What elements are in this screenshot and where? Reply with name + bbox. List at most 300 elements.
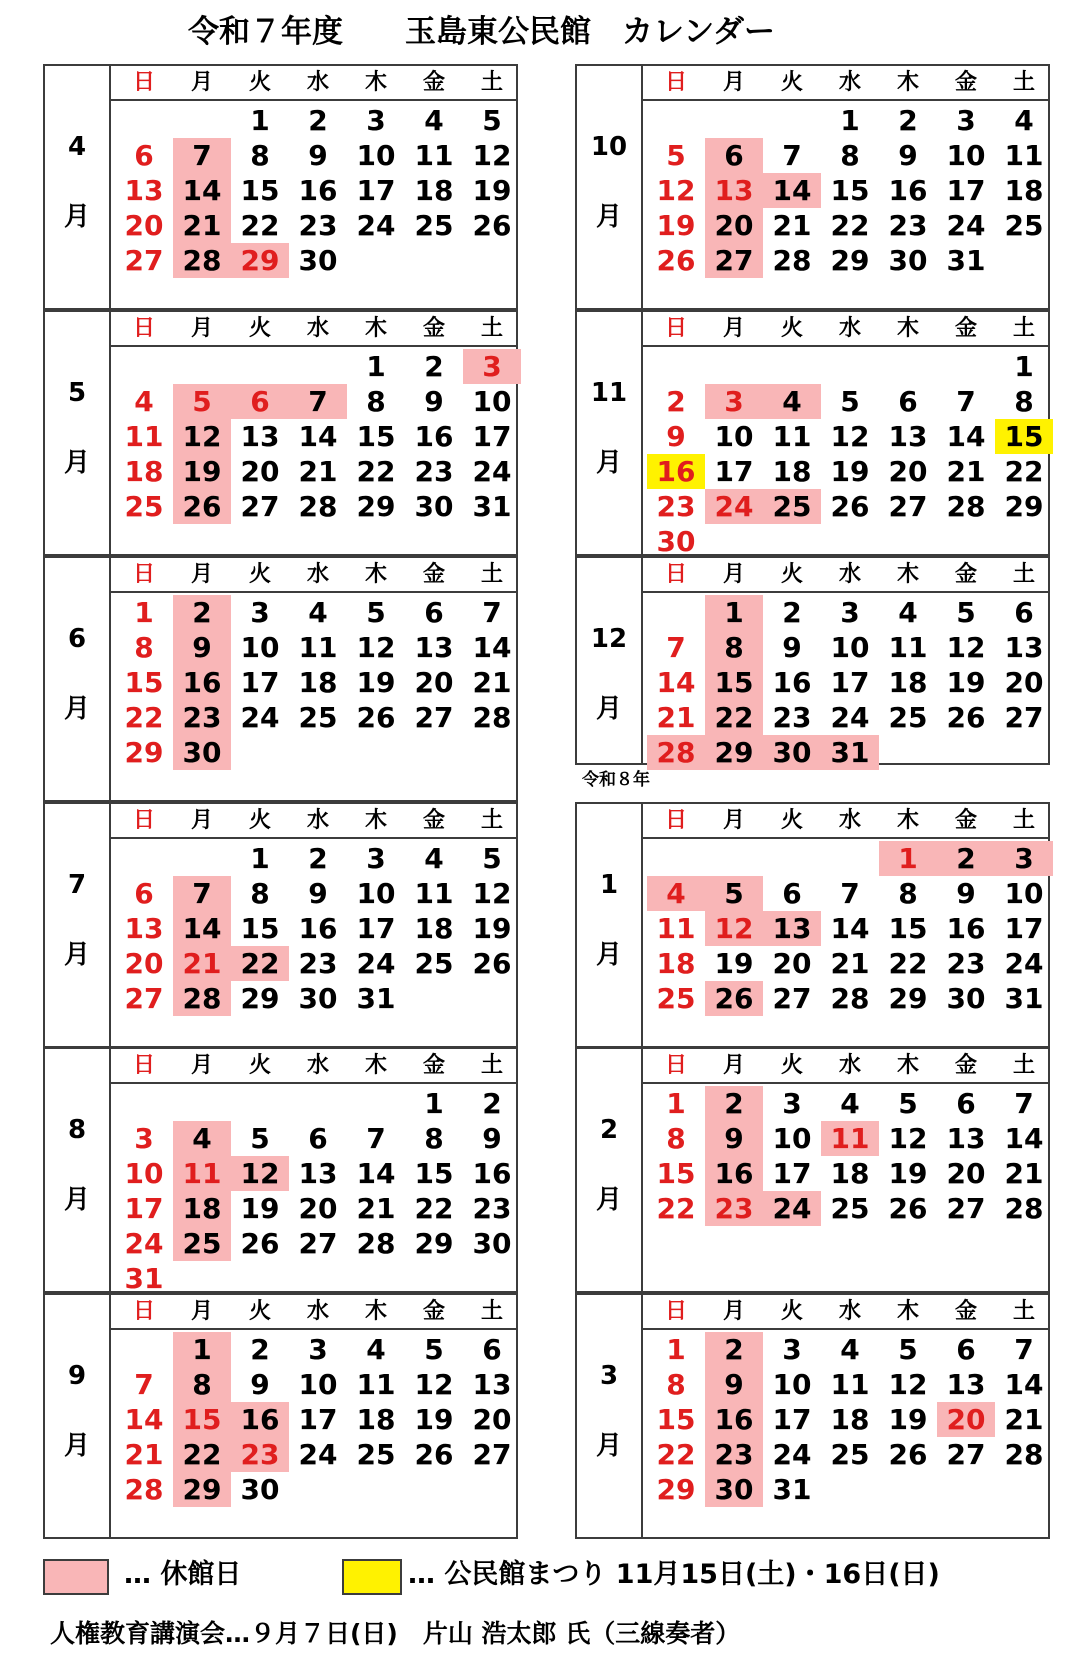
day-cell: 26 (888, 1192, 928, 1225)
day-cell: 7 (956, 385, 976, 418)
day-cell: 26 (946, 701, 986, 734)
day-cell: 23 (772, 701, 812, 734)
day-cell: 24 (356, 947, 396, 980)
day-cell: 21 (356, 1192, 396, 1225)
day-cell: 13 (298, 1157, 338, 1190)
day-cell: 22 (124, 701, 164, 734)
day-cell: 7 (782, 139, 802, 172)
day-cell: 9 (308, 877, 328, 910)
day-cell: 1 (173, 1332, 231, 1367)
day-cell: 20 (946, 1157, 986, 1190)
day-cell: 15 (888, 912, 928, 945)
day-cell: 26 (472, 209, 512, 242)
day-cell: 11 (830, 1368, 870, 1401)
day-cell: 17 (1004, 912, 1044, 945)
day-cell: 20 (240, 455, 280, 488)
day-cell: 14 (298, 420, 338, 453)
day-cell: 20 (888, 455, 928, 488)
day-cell: 5 (956, 596, 976, 629)
day-cell: 26 (240, 1227, 280, 1260)
weekday-header (111, 1049, 516, 1084)
day-cell: 31 (356, 982, 396, 1015)
day-cell: 22 (1004, 455, 1044, 488)
weekday-label: 金 (422, 316, 445, 341)
month-kanji: 月 (595, 694, 622, 724)
closed-legend-label: … 休館日 (124, 1559, 242, 1590)
day-cell: 21 (656, 701, 696, 734)
day-cell: 5 (173, 384, 231, 419)
day-cell: 6 (134, 139, 154, 172)
weekday-header (643, 312, 1048, 347)
day-grid (643, 558, 1048, 769)
day-cell: 8 (424, 1122, 444, 1155)
day-cell: 30 (946, 982, 986, 1015)
weekday-label: 水 (838, 1053, 861, 1078)
day-grid (111, 66, 516, 308)
day-cell: 7 (1014, 1333, 1034, 1366)
day-cell: 1 (666, 1333, 686, 1366)
day-cell: 27 (472, 1438, 512, 1471)
weekday-label: 金 (422, 808, 445, 833)
day-cell: 4 (173, 1121, 231, 1156)
weekday-label: 日 (664, 316, 687, 341)
day-cell: 31 (821, 735, 879, 770)
day-cell: 31 (946, 244, 986, 277)
day-cell: 14 (173, 911, 231, 946)
day-cell: 13 (124, 912, 164, 945)
day-cell: 22 (240, 209, 280, 242)
day-cell: 19 (472, 912, 512, 945)
day-cell: 2 (173, 595, 231, 630)
day-cell: 4 (898, 596, 918, 629)
day-cell: 13 (763, 911, 821, 946)
day-cell: 13 (705, 173, 763, 208)
day-cell: 19 (888, 1157, 928, 1190)
day-cell: 7 (666, 631, 686, 664)
day-cell: 27 (946, 1192, 986, 1225)
day-cell: 28 (124, 1473, 164, 1506)
day-cell: 12 (472, 139, 512, 172)
day-cell: 24 (830, 701, 870, 734)
day-cell: 29 (705, 735, 763, 770)
weekday-label: 水 (838, 70, 861, 95)
day-cell: 18 (414, 912, 454, 945)
weekday-label: 木 (896, 70, 919, 95)
month-number: 10 (590, 132, 628, 162)
day-cell: 6 (782, 877, 802, 910)
day-cell: 30 (298, 244, 338, 277)
day-cell: 2 (424, 350, 444, 383)
day-cell: 7 (173, 876, 231, 911)
day-grid (111, 1295, 516, 1537)
day-cell: 19 (888, 1403, 928, 1436)
day-cell: 5 (482, 842, 502, 875)
day-cell: 20 (124, 209, 164, 242)
day-cell: 31 (124, 1262, 164, 1295)
weekday-label: 月 (190, 562, 213, 587)
day-cell: 20 (414, 666, 454, 699)
day-cell: 20 (472, 1403, 512, 1436)
weekday-label: 日 (664, 1299, 687, 1324)
day-cell: 13 (472, 1368, 512, 1401)
day-cell: 15 (124, 666, 164, 699)
day-cell: 13 (1004, 631, 1044, 664)
day-grid (643, 1295, 1048, 1537)
day-cell: 15 (173, 1402, 231, 1437)
day-grid (643, 804, 1048, 1046)
day-cell: 10 (1004, 877, 1044, 910)
day-cell: 4 (1014, 104, 1034, 137)
day-cell: 3 (705, 384, 763, 419)
day-cell: 17 (772, 1157, 812, 1190)
day-cell: 10 (772, 1368, 812, 1401)
day-cell: 14 (1004, 1122, 1044, 1155)
day-cell: 2 (937, 841, 995, 876)
day-cell: 20 (1004, 666, 1044, 699)
day-cell: 18 (356, 1403, 396, 1436)
weekday-label: 日 (132, 1053, 155, 1078)
weekday-label: 火 (780, 562, 803, 587)
weekday-label: 木 (364, 1053, 387, 1078)
page-title: 令和７年度 玉島東公民館 カレンダー (188, 14, 775, 50)
day-cell: 9 (424, 385, 444, 418)
month-label (577, 66, 643, 308)
day-cell: 3 (250, 596, 270, 629)
weekday-label: 木 (364, 1299, 387, 1324)
day-cell: 6 (956, 1333, 976, 1366)
weekday-label: 水 (306, 70, 329, 95)
day-cell: 15 (414, 1157, 454, 1190)
weekday-label: 月 (722, 808, 745, 833)
day-cell: 10 (772, 1122, 812, 1155)
month-kanji: 月 (595, 1185, 622, 1215)
day-cell: 17 (714, 455, 754, 488)
weekday-header (643, 66, 1048, 101)
day-cell: 14 (946, 420, 986, 453)
day-cell: 13 (124, 174, 164, 207)
month-label (45, 1049, 111, 1291)
day-cell: 27 (124, 982, 164, 1015)
day-cell: 19 (173, 454, 231, 489)
day-cell: 14 (763, 173, 821, 208)
day-cell: 20 (937, 1402, 995, 1437)
day-cell: 18 (1004, 174, 1044, 207)
day-cell: 28 (1004, 1438, 1044, 1471)
day-cell: 7 (289, 384, 347, 419)
day-cell: 29 (1004, 490, 1044, 523)
day-cell: 4 (840, 1087, 860, 1120)
day-cell: 1 (666, 1087, 686, 1120)
day-cell: 27 (298, 1227, 338, 1260)
day-cell: 1 (1014, 350, 1034, 383)
day-cell: 11 (1004, 139, 1044, 172)
day-cell: 17 (472, 420, 512, 453)
day-cell: 4 (840, 1333, 860, 1366)
day-cell: 5 (366, 596, 386, 629)
day-cell: 2 (705, 1332, 763, 1367)
day-cell: 18 (298, 666, 338, 699)
day-cell: 19 (714, 947, 754, 980)
day-cell: 5 (898, 1333, 918, 1366)
day-cell: 21 (772, 209, 812, 242)
month-kanji: 月 (63, 940, 90, 970)
day-grid (643, 66, 1048, 308)
day-cell: 27 (888, 490, 928, 523)
day-cell: 25 (888, 701, 928, 734)
day-cell: 10 (714, 420, 754, 453)
day-cell: 29 (231, 243, 289, 278)
day-cell: 14 (472, 631, 512, 664)
day-cell: 9 (705, 1367, 763, 1402)
day-cell: 16 (772, 666, 812, 699)
day-cell: 10 (946, 139, 986, 172)
month-block-1 (575, 802, 1050, 1048)
day-cell: 20 (705, 208, 763, 243)
day-cell: 18 (124, 455, 164, 488)
weekday-label: 日 (664, 70, 687, 95)
day-cell: 12 (888, 1368, 928, 1401)
day-cell: 12 (414, 1368, 454, 1401)
day-cell: 3 (308, 1333, 328, 1366)
weekday-header (111, 312, 516, 347)
day-cell: 8 (134, 631, 154, 664)
day-cell: 8 (666, 1122, 686, 1155)
day-cell: 24 (763, 1191, 821, 1226)
day-cell: 23 (472, 1192, 512, 1225)
weekday-header (643, 1049, 1048, 1084)
day-cell: 23 (705, 1437, 763, 1472)
weekday-label: 水 (306, 1299, 329, 1324)
day-cell: 14 (1004, 1368, 1044, 1401)
day-cell: 28 (298, 490, 338, 523)
weekday-label: 水 (306, 1053, 329, 1078)
weekday-label: 火 (248, 808, 271, 833)
day-cell: 4 (134, 385, 154, 418)
day-cell: 21 (124, 1438, 164, 1471)
day-cell: 19 (356, 666, 396, 699)
month-kanji: 月 (595, 940, 622, 970)
month-kanji: 月 (63, 1431, 90, 1461)
day-cell: 1 (250, 842, 270, 875)
day-cell: 15 (830, 174, 870, 207)
weekday-label: 金 (422, 562, 445, 587)
day-cell: 2 (898, 104, 918, 137)
weekday-label: 土 (1012, 1053, 1035, 1078)
day-cell: 26 (705, 981, 763, 1016)
weekday-label: 金 (422, 1053, 445, 1078)
day-cell: 3 (463, 349, 521, 384)
day-cell: 12 (356, 631, 396, 664)
day-cell: 31 (1004, 982, 1044, 1015)
day-grid (111, 1049, 516, 1295)
month-number: 1 (599, 870, 619, 900)
day-cell: 15 (356, 420, 396, 453)
day-cell: 29 (240, 982, 280, 1015)
day-cell: 17 (298, 1403, 338, 1436)
month-block-5 (43, 310, 518, 556)
day-cell: 24 (1004, 947, 1044, 980)
weekday-label: 火 (248, 70, 271, 95)
weekday-label: 日 (132, 562, 155, 587)
weekday-label: 土 (1012, 70, 1035, 95)
weekday-label: 土 (1012, 316, 1035, 341)
month-kanji: 月 (595, 202, 622, 232)
day-cell: 1 (840, 104, 860, 137)
day-cell: 11 (414, 877, 454, 910)
day-cell: 27 (414, 701, 454, 734)
day-cell: 20 (124, 947, 164, 980)
day-cell: 9 (705, 1121, 763, 1156)
day-cell: 14 (124, 1403, 164, 1436)
day-cell: 10 (240, 631, 280, 664)
day-cell: 15 (656, 1403, 696, 1436)
day-cell: 22 (888, 947, 928, 980)
day-cell: 18 (830, 1403, 870, 1436)
day-cell: 22 (705, 700, 763, 735)
weekday-label: 木 (896, 562, 919, 587)
festival-legend-label: … 公民館まつり 11月15日(土)・16日(日) (408, 1559, 940, 1590)
month-number: 9 (67, 1361, 87, 1391)
day-cell: 24 (946, 209, 986, 242)
day-cell: 25 (173, 1226, 231, 1261)
day-cell: 21 (472, 666, 512, 699)
day-cell: 28 (647, 735, 705, 770)
day-cell: 9 (173, 630, 231, 665)
day-cell: 27 (772, 982, 812, 1015)
day-cell: 19 (656, 209, 696, 242)
day-cell: 3 (134, 1122, 154, 1155)
day-cell: 23 (414, 455, 454, 488)
day-cell: 16 (647, 454, 705, 489)
day-cell: 5 (666, 139, 686, 172)
day-cell: 1 (134, 596, 154, 629)
weekday-label: 水 (838, 808, 861, 833)
day-cell: 11 (821, 1121, 879, 1156)
day-cell: 23 (705, 1191, 763, 1226)
month-block-4 (43, 64, 518, 310)
weekday-label: 月 (190, 70, 213, 95)
day-cell: 27 (240, 490, 280, 523)
day-cell: 15 (705, 665, 763, 700)
day-cell: 5 (482, 104, 502, 137)
month-label (45, 558, 111, 800)
festival-legend-swatch (342, 1559, 402, 1595)
day-cell: 7 (840, 877, 860, 910)
weekday-label: 月 (190, 1299, 213, 1324)
day-cell: 30 (888, 244, 928, 277)
day-cell: 18 (830, 1157, 870, 1190)
day-cell: 19 (830, 455, 870, 488)
month-block-10 (575, 64, 1050, 310)
day-cell: 10 (472, 385, 512, 418)
day-cell: 15 (656, 1157, 696, 1190)
day-cell: 13 (240, 420, 280, 453)
day-cell: 4 (424, 842, 444, 875)
day-cell: 17 (356, 912, 396, 945)
day-grid (111, 558, 516, 800)
day-cell: 16 (231, 1402, 289, 1437)
day-cell: 13 (888, 420, 928, 453)
weekday-label: 金 (954, 70, 977, 95)
day-cell: 7 (134, 1368, 154, 1401)
weekday-label: 木 (364, 70, 387, 95)
day-cell: 21 (1004, 1403, 1044, 1436)
month-number: 7 (67, 870, 87, 900)
month-number: 5 (67, 378, 87, 408)
day-cell: 28 (1004, 1192, 1044, 1225)
month-number: 4 (67, 132, 87, 162)
day-cell: 25 (656, 982, 696, 1015)
day-cell: 11 (888, 631, 928, 664)
day-cell: 3 (956, 104, 976, 137)
day-cell: 29 (356, 490, 396, 523)
day-cell: 10 (298, 1368, 338, 1401)
day-cell: 25 (763, 489, 821, 524)
day-cell: 8 (366, 385, 386, 418)
day-cell: 19 (414, 1403, 454, 1436)
month-label (45, 312, 111, 554)
day-cell: 22 (231, 946, 289, 981)
day-cell: 26 (472, 947, 512, 980)
day-cell: 9 (782, 631, 802, 664)
weekday-label: 木 (364, 316, 387, 341)
day-cell: 12 (656, 174, 696, 207)
day-cell: 31 (772, 1473, 812, 1506)
day-cell: 30 (656, 525, 696, 558)
day-cell: 2 (782, 596, 802, 629)
day-cell: 12 (231, 1156, 289, 1191)
month-block-12 (575, 556, 1050, 769)
weekday-label: 月 (190, 1053, 213, 1078)
day-cell: 16 (298, 174, 338, 207)
weekday-label: 金 (422, 1299, 445, 1324)
day-cell: 2 (666, 385, 686, 418)
day-cell: 28 (173, 981, 231, 1016)
weekday-label: 火 (248, 562, 271, 587)
day-cell: 21 (298, 455, 338, 488)
day-cell: 16 (946, 912, 986, 945)
day-cell: 11 (772, 420, 812, 453)
day-cell: 14 (356, 1157, 396, 1190)
day-cell: 17 (772, 1403, 812, 1436)
day-cell: 6 (308, 1122, 328, 1155)
day-cell: 9 (308, 139, 328, 172)
day-cell: 4 (308, 596, 328, 629)
weekday-label: 木 (364, 562, 387, 587)
day-cell: 29 (124, 736, 164, 769)
day-cell: 3 (366, 842, 386, 875)
weekday-label: 月 (722, 1053, 745, 1078)
weekday-label: 水 (306, 808, 329, 833)
weekday-label: 金 (954, 562, 977, 587)
day-cell: 15 (240, 174, 280, 207)
day-cell: 9 (250, 1368, 270, 1401)
day-cell: 23 (173, 700, 231, 735)
month-block-6 (43, 556, 518, 802)
day-cell: 10 (830, 631, 870, 664)
day-cell: 5 (250, 1122, 270, 1155)
day-cell: 8 (898, 877, 918, 910)
weekday-label: 金 (954, 1299, 977, 1324)
month-label (45, 1295, 111, 1537)
day-cell: 20 (298, 1192, 338, 1225)
day-cell: 16 (414, 420, 454, 453)
day-cell: 16 (472, 1157, 512, 1190)
day-cell: 17 (124, 1192, 164, 1225)
weekday-label: 月 (722, 316, 745, 341)
day-cell: 22 (173, 1437, 231, 1472)
day-cell: 2 (308, 842, 328, 875)
